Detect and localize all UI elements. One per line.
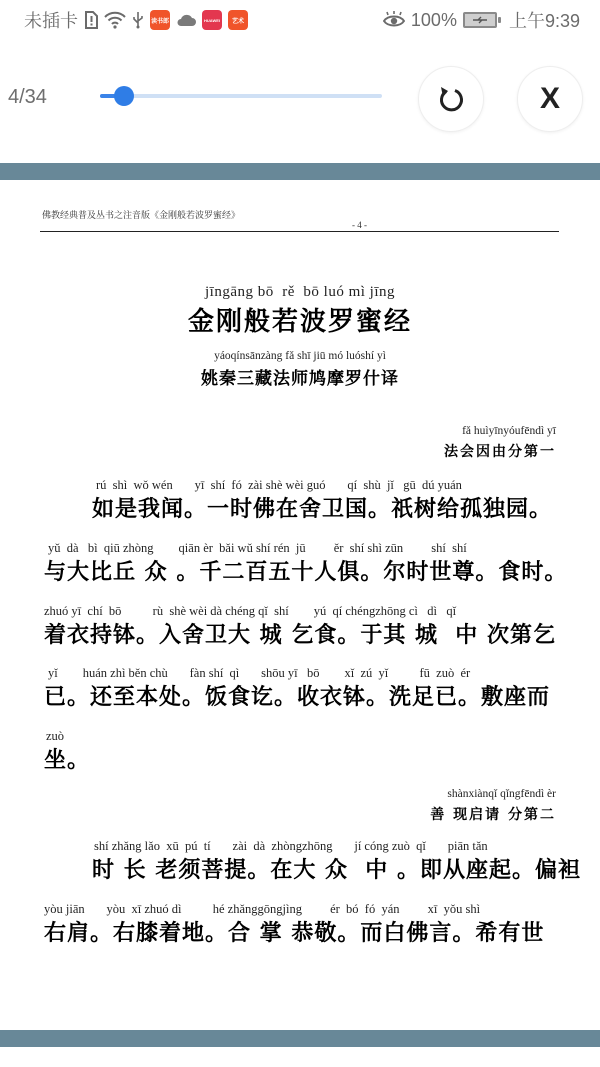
page-separator-bottom — [0, 1030, 600, 1047]
translator-credit: 姚秦三藏法师鸠摩罗什译 — [201, 369, 399, 389]
reader-toolbar — [0, 60, 600, 136]
running-header: 佛教经典普及丛书之注音版《金刚般若波罗蜜经》 — [42, 210, 241, 220]
refresh-icon — [437, 84, 465, 114]
close-button[interactable] — [517, 66, 583, 132]
page-slider-thumb[interactable] — [114, 86, 134, 106]
sim-alert-icon — [84, 11, 98, 29]
line-pinyin: shí zhǎng lǎo xū pú tí zài dà zhòngzhōng jí cóng zuò qǐ piān tǎn — [94, 839, 488, 853]
section2-title: 善 现启请 分第二 — [430, 807, 556, 823]
title-block — [0, 284, 600, 389]
battery-percent: 100% — [410, 9, 457, 30]
sutra-title: 金刚般若波罗蜜经 — [187, 307, 412, 337]
translator-pinyin: yáoqínsānzàng fǎ shī jiū mó luóshí yì — [214, 350, 386, 362]
line-text: 时 长 老须菩提。在大 众 中 。即从座起。偏袒 — [92, 858, 581, 883]
document-page[interactable] — [0, 180, 600, 1030]
huawei-icon: HUAWEI — [202, 10, 222, 30]
line-pinyin: yòu jiān yòu xī zhuó dì hé zhǎnggōngjìng ér bó fó yán xī yǒu shì — [44, 902, 481, 916]
line-pinyin: yǔ dà bì qiū zhòng qiān èr bǎi wǔ shí rén jū ěr shí shì zūn shí shí — [48, 541, 467, 555]
line-text: 与大比丘 众 。千二百五十人俱。尔时世尊。食时。 — [44, 560, 568, 585]
page-separator-top — [0, 163, 600, 180]
app-notification-icon-2: 艺术 — [228, 10, 248, 30]
section2-pinyin: shànxiànqǐ qǐngfēndì èr — [447, 788, 556, 800]
eye-comfort-icon — [383, 11, 405, 29]
section1-pinyin: fǎ huìyīnyóufēndì yī — [462, 425, 556, 437]
page-slider[interactable] — [100, 94, 382, 98]
line-text: 右肩。右膝着地。合 掌 恭敬。而白佛言。希有世 — [44, 921, 545, 946]
line-pinyin: yǐ huán zhì běn chù fàn shí qì shōu yī bō xǐ zú yǐ fū zuò ér — [48, 666, 471, 680]
status-bar — [0, 0, 600, 40]
battery-charging-icon — [463, 12, 497, 28]
usb-icon — [132, 11, 144, 29]
clock: 上午9:39 — [508, 11, 580, 31]
section-heading-1 — [444, 425, 556, 461]
page-counter: 4/34 — [8, 86, 47, 108]
line-pinyin: zuò — [46, 729, 65, 743]
refresh-button[interactable] — [418, 66, 484, 132]
carrier-label: 未插卡 — [24, 11, 78, 31]
section1-title: 法会因由分第一 — [444, 444, 556, 460]
line-text: 已。还至本处。饭食讫。收衣钵。洗足已。敷座而 — [44, 685, 551, 710]
line-text: 坐。 — [44, 748, 91, 773]
line-text: 着衣持钵。入舍卫大 城 乞食。于其 城 中 次第乞 — [44, 623, 556, 648]
line-pinyin: rú shì wǒ wén yī shí fó zài shè wèi guó qí shù jǐ gū dú yuán — [96, 478, 462, 492]
wifi-icon — [104, 11, 126, 29]
line-text: 如是我闻。一时佛在舍卫国。祇树给孤独园。 — [92, 497, 553, 522]
section-heading-2 — [430, 788, 556, 824]
close-icon: X — [539, 82, 560, 115]
status-bar-right — [383, 7, 580, 33]
header-divider — [40, 231, 559, 232]
app-notification-icon: 读书郎 — [150, 10, 170, 30]
status-bar-left — [24, 7, 248, 33]
title-pinyin: jīngāng bō rě bō luó mì jīng — [205, 284, 395, 300]
page-number: - 4 - — [352, 220, 367, 230]
line-pinyin: zhuó yī chí bō rù shè wèi dà chéng qǐ shí yú qí chéngzhōng cì dì qǐ — [44, 604, 457, 618]
cloud-icon — [176, 13, 196, 27]
